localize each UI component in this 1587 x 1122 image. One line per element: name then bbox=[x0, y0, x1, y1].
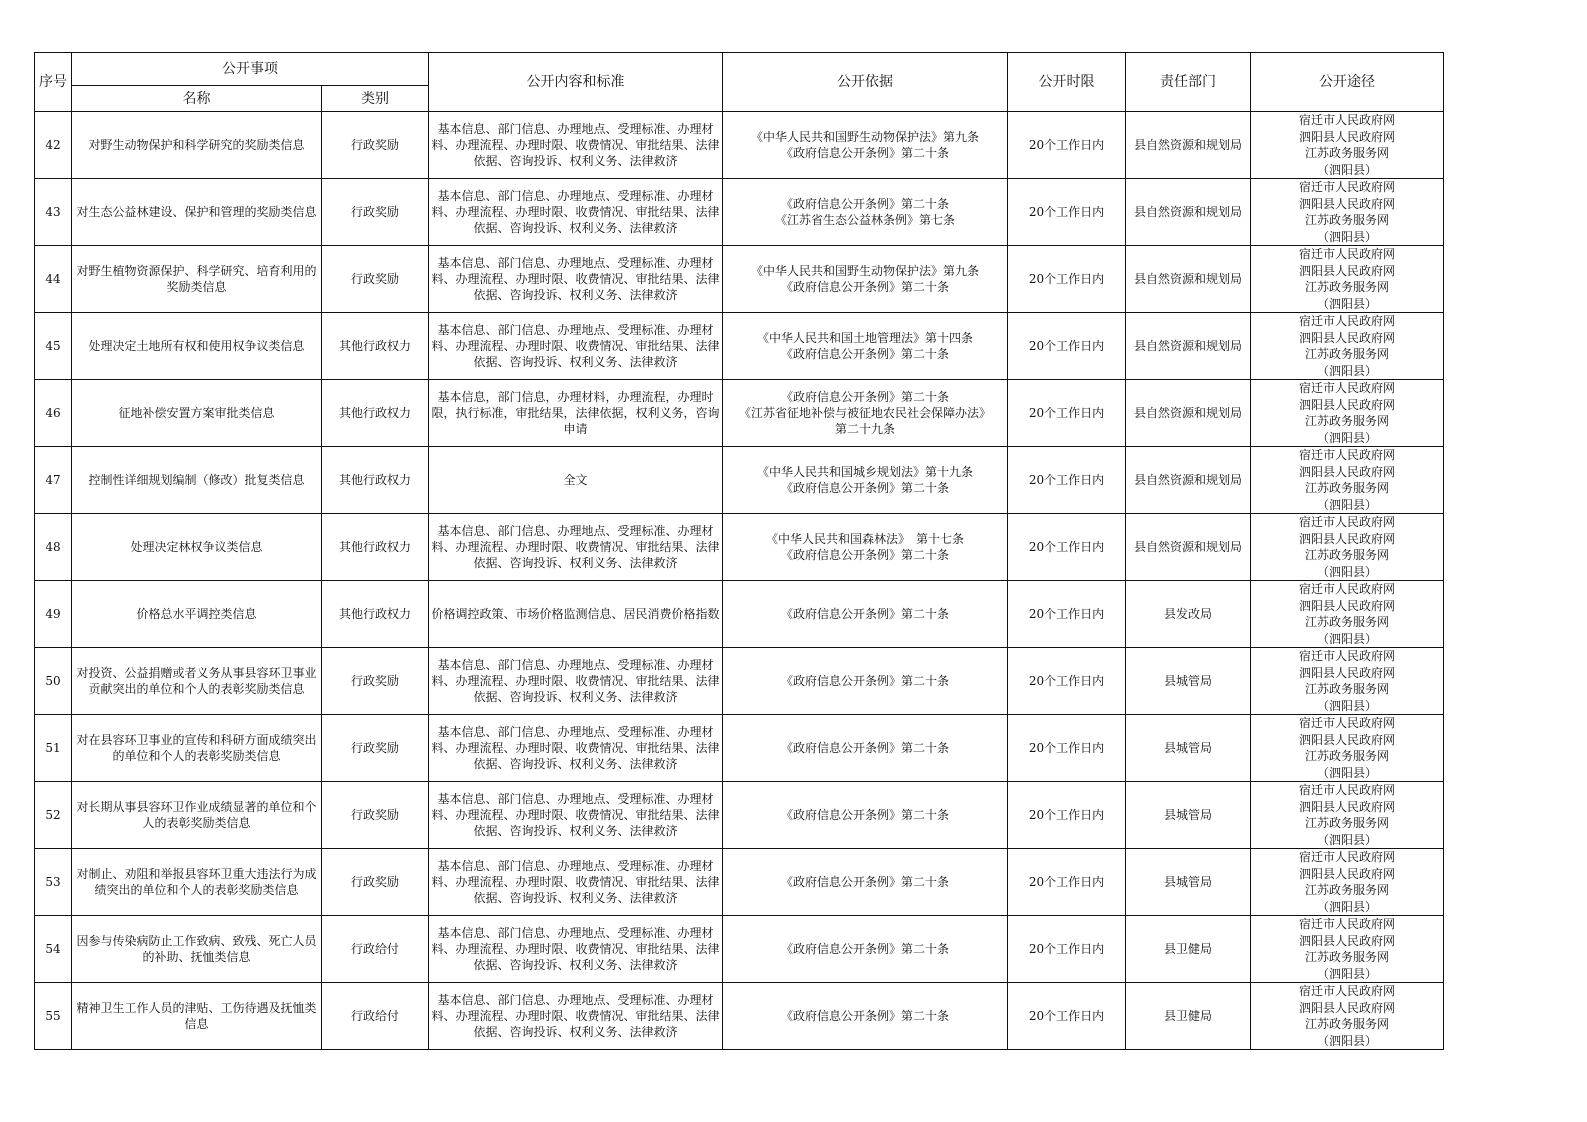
content-cell: 基本信息、部门信息、办理地点、受理标准、办理材料、办理流程、办理时限、收费情况、审批结果、法律依据、咨询投诉、权利义务、法律救济 bbox=[429, 782, 723, 849]
channel-cell-line: 江苏政务服务网 bbox=[1304, 481, 1389, 495]
category-cell: 行政奖励 bbox=[322, 246, 429, 313]
seq-cell: 52 bbox=[35, 782, 72, 849]
table-row bbox=[35, 179, 1444, 246]
seq-cell: 54 bbox=[35, 916, 72, 983]
department-cell: 县自然资源和规划局 bbox=[1126, 246, 1251, 313]
content-cell: 基本信息、部门信息、办理地点、受理标准、办理材料、办理流程、办理时限、收费情况、审批结果、法律依据、咨询投诉、权利义务、法律救济 bbox=[429, 648, 723, 715]
channel-cell-line: 泗阳县人民政府网 bbox=[1298, 732, 1395, 747]
channel-cell bbox=[1251, 380, 1444, 447]
basis-cell-line: 《政府信息公开条例》第二十条 bbox=[780, 146, 949, 160]
time-limit-cell: 20个工作日内 bbox=[1008, 581, 1126, 648]
document-page bbox=[34, 52, 1443, 1050]
basis-cell bbox=[723, 112, 1008, 179]
category-cell: 行政奖励 bbox=[322, 112, 429, 179]
time-limit-cell: 20个工作日内 bbox=[1008, 380, 1126, 447]
name-cell: 对生态公益林建设、保护和管理的奖励类信息 bbox=[72, 179, 322, 246]
channel-cell bbox=[1251, 246, 1444, 313]
header-seq: 序号 bbox=[35, 53, 72, 112]
content-cell: 基本信息、部门信息、办理地点、受理标准、办理材料、办理流程、办理时限、收费情况、审批结果、法律依据、咨询投诉、权利义务、法律救济 bbox=[429, 715, 723, 782]
channel-cell-line: 江苏政务服务网 bbox=[1304, 883, 1389, 897]
name-cell: 因参与传染病防止工作致病、致残、死亡人员的补助、抚恤类信息 bbox=[72, 916, 322, 983]
table-row bbox=[35, 514, 1444, 581]
basis-cell-line: 《政府信息公开条例》第二十条 bbox=[780, 390, 949, 404]
channel-cell-line: 江苏政务服务网 bbox=[1304, 414, 1389, 428]
channel-cell-line: 江苏政务服务网 bbox=[1304, 1017, 1389, 1031]
channel-cell-line: （泗阳县） bbox=[1316, 698, 1377, 713]
channel-cell bbox=[1251, 313, 1444, 380]
time-limit-cell: 20个工作日内 bbox=[1008, 648, 1126, 715]
time-limit-cell: 20个工作日内 bbox=[1008, 179, 1126, 246]
channel-cell-line: 宿迁市人民政府网 bbox=[1298, 448, 1395, 462]
category-cell: 其他行政权力 bbox=[322, 447, 429, 514]
table-row bbox=[35, 447, 1444, 514]
seq-cell: 53 bbox=[35, 849, 72, 916]
channel-cell bbox=[1251, 514, 1444, 581]
basis-cell bbox=[723, 514, 1008, 581]
basis-cell-line: 《江苏省征地补偿与被征地农民社会保障办法》 bbox=[738, 406, 991, 420]
disclosure-table bbox=[34, 52, 1444, 1050]
department-cell: 县城管局 bbox=[1126, 715, 1251, 782]
basis-cell-line: 《政府信息公开条例》第二十条 bbox=[780, 481, 949, 495]
department-cell: 县城管局 bbox=[1126, 782, 1251, 849]
basis-cell-line: 《中华人民共和国土地管理法》第十四条 bbox=[756, 331, 973, 345]
basis-cell bbox=[723, 313, 1008, 380]
content-cell: 基本信息、部门信息、办理地点、受理标准、办理材料、办理流程、办理时限、收费情况、审批结果、法律依据、咨询投诉、权利义务、法律救济 bbox=[429, 246, 723, 313]
name-cell: 征地补偿安置方案审批类信息 bbox=[72, 380, 322, 447]
seq-cell: 46 bbox=[35, 380, 72, 447]
time-limit-cell: 20个工作日内 bbox=[1008, 715, 1126, 782]
table-row bbox=[35, 916, 1444, 983]
table-body bbox=[35, 112, 1444, 1050]
content-cell: 基本信息、部门信息、办理地点、受理标准、办理材料、办理流程、办理时限、收费情况、审批结果、法律依据、咨询投诉、权利义务、法律救济 bbox=[429, 983, 723, 1050]
basis-cell bbox=[723, 581, 1008, 648]
basis-cell bbox=[723, 849, 1008, 916]
channel-cell-line: （泗阳县） bbox=[1316, 162, 1377, 177]
basis-cell-line: 《中华人民共和国野生动物保护法》第九条 bbox=[750, 264, 979, 278]
basis-cell-line: 《江苏省生态公益林条例》第七条 bbox=[774, 213, 955, 227]
category-cell: 其他行政权力 bbox=[322, 313, 429, 380]
channel-cell bbox=[1251, 849, 1444, 916]
channel-cell-line: 江苏政务服务网 bbox=[1304, 347, 1389, 361]
basis-cell-line: 《中华人民共和国城乡规划法》第十九条 bbox=[756, 465, 973, 479]
basis-cell bbox=[723, 916, 1008, 983]
channel-cell-line: 江苏政务服务网 bbox=[1304, 280, 1389, 294]
channel-cell bbox=[1251, 648, 1444, 715]
channel-cell-line: 江苏政务服务网 bbox=[1304, 682, 1389, 696]
time-limit-cell: 20个工作日内 bbox=[1008, 983, 1126, 1050]
seq-cell: 55 bbox=[35, 983, 72, 1050]
time-limit-cell: 20个工作日内 bbox=[1008, 916, 1126, 983]
header-item-group: 公开事项 bbox=[72, 53, 429, 86]
basis-cell-line: 《政府信息公开条例》第二十条 bbox=[780, 1009, 949, 1023]
name-cell: 处理决定林权争议类信息 bbox=[72, 514, 322, 581]
time-limit-cell: 20个工作日内 bbox=[1008, 313, 1126, 380]
channel-cell-line: （泗阳县） bbox=[1316, 966, 1377, 981]
channel-cell bbox=[1251, 447, 1444, 514]
header-name: 名称 bbox=[72, 86, 322, 112]
seq-cell: 50 bbox=[35, 648, 72, 715]
category-cell: 行政奖励 bbox=[322, 648, 429, 715]
department-cell: 县自然资源和规划局 bbox=[1126, 380, 1251, 447]
department-cell: 县自然资源和规划局 bbox=[1126, 112, 1251, 179]
table-row bbox=[35, 715, 1444, 782]
name-cell: 控制性详细规划编制（修改）批复类信息 bbox=[72, 447, 322, 514]
category-cell: 行政给付 bbox=[322, 916, 429, 983]
name-cell: 对投资、公益捐赠或者义务从事县容环卫事业贡献突出的单位和个人的表彰奖励类信息 bbox=[72, 648, 322, 715]
channel-cell-line: （泗阳县） bbox=[1316, 229, 1377, 244]
time-limit-cell: 20个工作日内 bbox=[1008, 514, 1126, 581]
channel-cell-line: 泗阳县人民政府网 bbox=[1298, 531, 1395, 546]
table-row bbox=[35, 782, 1444, 849]
basis-cell-line: 《政府信息公开条例》第二十条 bbox=[780, 548, 949, 562]
seq-cell: 43 bbox=[35, 179, 72, 246]
table-row bbox=[35, 313, 1444, 380]
department-cell: 县卫健局 bbox=[1126, 916, 1251, 983]
channel-cell-line: 宿迁市人民政府网 bbox=[1298, 247, 1395, 261]
basis-cell-line: 《政府信息公开条例》第二十条 bbox=[780, 197, 949, 211]
seq-cell: 48 bbox=[35, 514, 72, 581]
channel-cell-line: 江苏政务服务网 bbox=[1304, 615, 1389, 629]
category-cell: 行政奖励 bbox=[322, 179, 429, 246]
basis-cell-line: 《政府信息公开条例》第二十条 bbox=[780, 808, 949, 822]
basis-cell bbox=[723, 782, 1008, 849]
channel-cell bbox=[1251, 782, 1444, 849]
channel-cell-line: （泗阳县） bbox=[1316, 1033, 1377, 1048]
time-limit-cell: 20个工作日内 bbox=[1008, 849, 1126, 916]
basis-cell bbox=[723, 179, 1008, 246]
channel-cell-line: 泗阳县人民政府网 bbox=[1298, 799, 1395, 814]
channel-cell bbox=[1251, 916, 1444, 983]
channel-cell-line: 泗阳县人民政府网 bbox=[1298, 263, 1395, 278]
channel-cell-line: 泗阳县人民政府网 bbox=[1298, 598, 1395, 613]
content-cell: 基本信息、部门信息、办理地点、受理标准、办理材料、办理流程、办理时限、收费情况、审批结果、法律依据、咨询投诉、权利义务、法律救济 bbox=[429, 112, 723, 179]
seq-cell: 45 bbox=[35, 313, 72, 380]
table-row bbox=[35, 112, 1444, 179]
header-time-limit: 公开时限 bbox=[1008, 53, 1126, 112]
channel-cell bbox=[1251, 179, 1444, 246]
content-cell: 全文 bbox=[429, 447, 723, 514]
basis-cell-line: 《中华人民共和国野生动物保护法》第九条 bbox=[750, 130, 979, 144]
channel-cell-line: 宿迁市人民政府网 bbox=[1298, 716, 1395, 730]
content-cell: 基本信息、部门信息、办理地点、受理标准、办理材料、办理流程、办理时限、收费情况、审批结果、法律依据、咨询投诉、权利义务、法律救济 bbox=[429, 313, 723, 380]
channel-cell-line: （泗阳县） bbox=[1316, 631, 1377, 646]
channel-cell-line: （泗阳县） bbox=[1316, 832, 1377, 847]
basis-cell-line: 《政府信息公开条例》第二十条 bbox=[780, 607, 949, 621]
basis-cell-line: 《中华人民共和国森林法》 第十七条 bbox=[765, 532, 964, 546]
channel-cell-line: 宿迁市人民政府网 bbox=[1298, 381, 1395, 395]
department-cell: 县自然资源和规划局 bbox=[1126, 313, 1251, 380]
table-row bbox=[35, 380, 1444, 447]
seq-cell: 51 bbox=[35, 715, 72, 782]
channel-cell-line: 江苏政务服务网 bbox=[1304, 548, 1389, 562]
channel-cell-line: 泗阳县人民政府网 bbox=[1298, 196, 1395, 211]
basis-cell bbox=[723, 246, 1008, 313]
category-cell: 行政奖励 bbox=[322, 782, 429, 849]
table-row bbox=[35, 581, 1444, 648]
channel-cell-line: 宿迁市人民政府网 bbox=[1298, 113, 1395, 127]
name-cell: 对在县容环卫事业的宣传和科研方面成绩突出的单位和个人的表彰奖励类信息 bbox=[72, 715, 322, 782]
channel-cell-line: 泗阳县人民政府网 bbox=[1298, 330, 1395, 345]
header-category: 类别 bbox=[322, 86, 429, 112]
channel-cell-line: 泗阳县人民政府网 bbox=[1298, 866, 1395, 881]
channel-cell-line: 江苏政务服务网 bbox=[1304, 816, 1389, 830]
header-content: 公开内容和标准 bbox=[429, 53, 723, 112]
basis-cell-line: 《政府信息公开条例》第二十条 bbox=[780, 875, 949, 889]
header-channel: 公开途径 bbox=[1251, 53, 1444, 112]
table-row bbox=[35, 648, 1444, 715]
channel-cell-line: 江苏政务服务网 bbox=[1304, 950, 1389, 964]
channel-cell bbox=[1251, 581, 1444, 648]
category-cell: 其他行政权力 bbox=[322, 380, 429, 447]
basis-cell-line: 《政府信息公开条例》第二十条 bbox=[780, 280, 949, 294]
seq-cell: 47 bbox=[35, 447, 72, 514]
channel-cell-line: 泗阳县人民政府网 bbox=[1298, 1000, 1395, 1015]
channel-cell-line: （泗阳县） bbox=[1316, 430, 1377, 445]
channel-cell-line: 泗阳县人民政府网 bbox=[1298, 397, 1395, 412]
time-limit-cell: 20个工作日内 bbox=[1008, 112, 1126, 179]
channel-cell-line: 宿迁市人民政府网 bbox=[1298, 582, 1395, 596]
channel-cell-line: 泗阳县人民政府网 bbox=[1298, 464, 1395, 479]
department-cell: 县自然资源和规划局 bbox=[1126, 514, 1251, 581]
channel-cell-line: 宿迁市人民政府网 bbox=[1298, 649, 1395, 663]
category-cell: 行政奖励 bbox=[322, 849, 429, 916]
channel-cell-line: （泗阳县） bbox=[1316, 564, 1377, 579]
channel-cell bbox=[1251, 715, 1444, 782]
basis-cell-line: 《政府信息公开条例》第二十条 bbox=[780, 674, 949, 688]
content-cell: 基本信息、部门信息、办理地点、受理标准、办理材料、办理流程、办理时限、收费情况、审批结果、法律依据、咨询投诉、权利义务、法律救济 bbox=[429, 179, 723, 246]
content-cell: 基本信息、部门信息、办理地点、受理标准、办理材料、办理流程、办理时限、收费情况、审批结果、法律依据、咨询投诉、权利义务、法律救济 bbox=[429, 514, 723, 581]
content-cell: 价格调控政策、市场价格监测信息、居民消费价格指数 bbox=[429, 581, 723, 648]
category-cell: 其他行政权力 bbox=[322, 514, 429, 581]
basis-cell-line: 第二十九条 bbox=[834, 422, 895, 436]
name-cell: 对制止、劝阻和举报县容环卫重大违法行为成绩突出的单位和个人的表彰奖励类信息 bbox=[72, 849, 322, 916]
content-cell: 基本信息、部门信息、办理地点、受理标准、办理材料、办理流程、办理时限、收费情况、审批结果、法律依据、咨询投诉、权利义务、法律救济 bbox=[429, 916, 723, 983]
channel-cell-line: 宿迁市人民政府网 bbox=[1298, 917, 1395, 931]
channel-cell-line: 宿迁市人民政府网 bbox=[1298, 984, 1395, 998]
category-cell: 行政奖励 bbox=[322, 715, 429, 782]
basis-cell bbox=[723, 648, 1008, 715]
name-cell: 对野生植物资源保护、科学研究、培育利用的奖励类信息 bbox=[72, 246, 322, 313]
channel-cell-line: 江苏政务服务网 bbox=[1304, 749, 1389, 763]
channel-cell-line: 泗阳县人民政府网 bbox=[1298, 665, 1395, 680]
channel-cell-line: 宿迁市人民政府网 bbox=[1298, 180, 1395, 194]
channel-cell-line: 泗阳县人民政府网 bbox=[1298, 129, 1395, 144]
channel-cell-line: （泗阳县） bbox=[1316, 497, 1377, 512]
basis-cell bbox=[723, 715, 1008, 782]
header-department: 责任部门 bbox=[1126, 53, 1251, 112]
channel-cell-line: （泗阳县） bbox=[1316, 363, 1377, 378]
channel-cell-line: 宿迁市人民政府网 bbox=[1298, 850, 1395, 864]
basis-cell bbox=[723, 380, 1008, 447]
channel-cell-line: （泗阳县） bbox=[1316, 296, 1377, 311]
table-header bbox=[35, 53, 1444, 112]
channel-cell-line: 宿迁市人民政府网 bbox=[1298, 783, 1395, 797]
basis-cell-line: 《政府信息公开条例》第二十条 bbox=[780, 741, 949, 755]
basis-cell bbox=[723, 447, 1008, 514]
header-basis: 公开依据 bbox=[723, 53, 1008, 112]
name-cell: 价格总水平调控类信息 bbox=[72, 581, 322, 648]
channel-cell-line: （泗阳县） bbox=[1316, 765, 1377, 780]
name-cell: 对长期从事县容环卫作业成绩显著的单位和个人的表彰奖励类信息 bbox=[72, 782, 322, 849]
department-cell: 县城管局 bbox=[1126, 849, 1251, 916]
content-cell: 基本信息、部门信息、办理地点、受理标准、办理材料、办理流程、办理时限、收费情况、审批结果、法律依据、咨询投诉、权利义务、法律救济 bbox=[429, 849, 723, 916]
category-cell: 行政给付 bbox=[322, 983, 429, 1050]
seq-cell: 44 bbox=[35, 246, 72, 313]
time-limit-cell: 20个工作日内 bbox=[1008, 782, 1126, 849]
basis-cell-line: 《政府信息公开条例》第二十条 bbox=[780, 942, 949, 956]
name-cell: 处理决定土地所有权和使用权争议类信息 bbox=[72, 313, 322, 380]
channel-cell-line: 泗阳县人民政府网 bbox=[1298, 933, 1395, 948]
department-cell: 县自然资源和规划局 bbox=[1126, 447, 1251, 514]
channel-cell-line: 江苏政务服务网 bbox=[1304, 146, 1389, 160]
department-cell: 县发改局 bbox=[1126, 581, 1251, 648]
time-limit-cell: 20个工作日内 bbox=[1008, 246, 1126, 313]
basis-cell bbox=[723, 983, 1008, 1050]
time-limit-cell: 20个工作日内 bbox=[1008, 447, 1126, 514]
department-cell: 县城管局 bbox=[1126, 648, 1251, 715]
seq-cell: 49 bbox=[35, 581, 72, 648]
channel-cell-line: （泗阳县） bbox=[1316, 899, 1377, 914]
channel-cell-line: 江苏政务服务网 bbox=[1304, 213, 1389, 227]
channel-cell-line: 宿迁市人民政府网 bbox=[1298, 314, 1395, 328]
table-row bbox=[35, 246, 1444, 313]
name-cell: 对野生动物保护和科学研究的奖励类信息 bbox=[72, 112, 322, 179]
channel-cell-line: 宿迁市人民政府网 bbox=[1298, 515, 1395, 529]
name-cell: 精神卫生工作人员的津贴、工伤待遇及抚恤类信息 bbox=[72, 983, 322, 1050]
seq-cell: 42 bbox=[35, 112, 72, 179]
department-cell: 县卫健局 bbox=[1126, 983, 1251, 1050]
table-row bbox=[35, 849, 1444, 916]
table-row bbox=[35, 983, 1444, 1050]
department-cell: 县自然资源和规划局 bbox=[1126, 179, 1251, 246]
basis-cell-line: 《政府信息公开条例》第二十条 bbox=[780, 347, 949, 361]
category-cell: 其他行政权力 bbox=[322, 581, 429, 648]
content-cell: 基本信息，部门信息，办理材料，办理流程，办理时限，执行标准，审批结果，法律依据，权利义务，咨询申请 bbox=[429, 380, 723, 447]
channel-cell bbox=[1251, 983, 1444, 1050]
channel-cell bbox=[1251, 112, 1444, 179]
